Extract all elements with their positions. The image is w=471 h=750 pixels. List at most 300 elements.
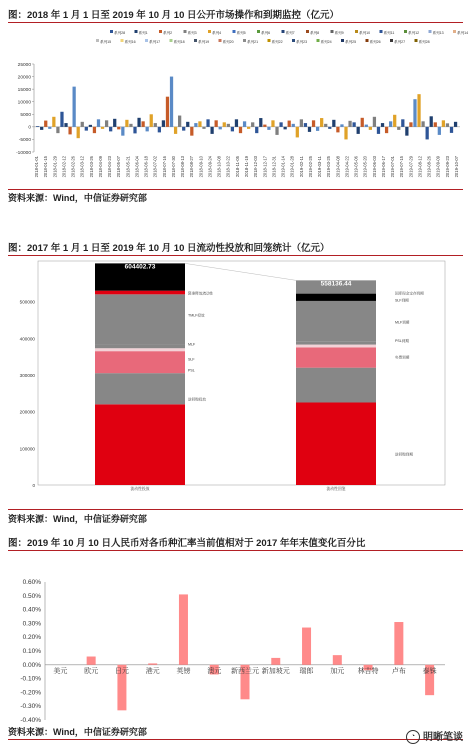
segment-annotation: 逆回购到期 bbox=[395, 452, 413, 457]
watermark bbox=[406, 728, 463, 744]
legend-swatch bbox=[415, 39, 418, 42]
x-tick-label: 澳元 bbox=[207, 667, 222, 675]
data-bar bbox=[113, 119, 116, 127]
total-label: 604402.73 bbox=[124, 263, 156, 271]
x-tick-label: 2019-02-25 bbox=[307, 156, 313, 178]
data-bar bbox=[316, 127, 319, 131]
x-tick-label: 2019-08-26 bbox=[426, 156, 432, 178]
data-bar bbox=[394, 622, 403, 665]
x-tick-label: 港元 bbox=[145, 667, 160, 675]
legend-label: 系列13 bbox=[432, 31, 444, 35]
legend-swatch bbox=[268, 39, 271, 42]
data-bar bbox=[231, 127, 234, 132]
segment-annotation: 降准释放流动性 bbox=[188, 291, 214, 296]
legend-label: 系列10 bbox=[359, 31, 371, 35]
data-bar bbox=[247, 127, 250, 129]
data-bar bbox=[430, 116, 433, 127]
data-bar bbox=[348, 121, 351, 127]
x-tick-label: 2019-01-28 bbox=[289, 156, 295, 178]
legend-swatch bbox=[159, 30, 162, 33]
legend-label: 系列27 bbox=[394, 40, 406, 44]
data-bar bbox=[60, 112, 63, 127]
x-tick-label: 2018-09-10 bbox=[198, 156, 204, 178]
data-bar bbox=[117, 127, 120, 130]
legend-swatch bbox=[135, 30, 138, 33]
data-bar bbox=[312, 120, 315, 127]
x-tick-label: 新西兰元 bbox=[231, 667, 259, 675]
data-bar bbox=[239, 127, 242, 133]
figure-1-bottom-rule bbox=[8, 189, 463, 190]
data-bar bbox=[194, 123, 197, 127]
stack-segment bbox=[95, 351, 185, 373]
x-tick-label: 2018-02-12 bbox=[61, 156, 67, 178]
legend-swatch bbox=[282, 30, 285, 33]
y-tick-label: 10000 bbox=[17, 100, 31, 106]
data-bar bbox=[288, 121, 291, 127]
x-tick-label: 英镑 bbox=[176, 667, 191, 675]
data-bar bbox=[142, 121, 145, 127]
figure-2-source: 资料来源：Wind，中信证券研究部 bbox=[8, 514, 147, 524]
y-tick-label: 0.60% bbox=[22, 579, 41, 586]
legend-label: 系列4 bbox=[212, 31, 222, 35]
legend-swatch bbox=[453, 30, 456, 33]
y-tick-label: 100000 bbox=[19, 446, 35, 452]
data-bar bbox=[109, 127, 112, 132]
data-bar bbox=[259, 118, 262, 127]
figure-1 bbox=[0, 0, 471, 203]
y-tick-label: -0.10% bbox=[20, 675, 41, 683]
legend-swatch bbox=[306, 30, 309, 33]
data-bar bbox=[150, 114, 153, 127]
legend-label: 系列24 bbox=[320, 40, 332, 44]
x-tick-label: 2018-05-21 bbox=[125, 156, 131, 178]
segment-annotation: SLF到期 bbox=[395, 298, 409, 303]
data-bar bbox=[308, 127, 311, 132]
data-bar bbox=[146, 127, 149, 132]
figure-2-bottom-rule bbox=[8, 509, 463, 510]
data-bar bbox=[105, 120, 108, 127]
x-tick-label: 2019-04-22 bbox=[344, 156, 350, 178]
legend-label: 系列12 bbox=[408, 31, 420, 35]
legend-label: 系列1 bbox=[138, 31, 148, 35]
stack-segment bbox=[95, 294, 185, 345]
data-bar bbox=[434, 122, 437, 127]
figure-3-title-rule bbox=[8, 550, 463, 551]
legend-swatch bbox=[292, 39, 295, 42]
stack-segment bbox=[95, 404, 185, 485]
data-bar bbox=[73, 87, 76, 127]
data-bar bbox=[178, 116, 181, 127]
legend-label: 系列15 bbox=[100, 40, 112, 44]
data-bar bbox=[40, 127, 43, 130]
y-tick-label: 300000 bbox=[19, 373, 35, 378]
x-tick-label: 2019-06-03 bbox=[371, 156, 377, 178]
data-bar bbox=[373, 117, 376, 127]
figure-3-chart bbox=[0, 570, 471, 735]
data-bar bbox=[381, 123, 384, 127]
data-bar bbox=[121, 127, 124, 136]
legend-swatch bbox=[233, 30, 236, 33]
stack-segment bbox=[95, 348, 185, 351]
data-bar bbox=[243, 121, 246, 127]
data-bar bbox=[174, 127, 177, 134]
figure-2-title-rule bbox=[8, 255, 463, 256]
y-tick-label: 0 bbox=[32, 483, 35, 488]
stack-segment bbox=[296, 345, 376, 348]
data-bar bbox=[93, 127, 96, 133]
data-bar bbox=[89, 125, 92, 127]
segment-annotation: MLF到期 bbox=[395, 320, 410, 325]
data-bar bbox=[413, 99, 416, 127]
data-bar bbox=[64, 123, 67, 127]
data-bar bbox=[397, 127, 400, 130]
x-tick-label: 2018-07-30 bbox=[170, 156, 176, 178]
data-bar bbox=[255, 127, 258, 133]
x-tick-label: 2019-01-14 bbox=[280, 156, 286, 178]
data-bar bbox=[300, 119, 303, 127]
x-tick-label: 2018-08-13 bbox=[180, 156, 186, 178]
segment-annotation: TMLF投放 bbox=[188, 313, 205, 318]
data-bar bbox=[454, 122, 457, 127]
data-bar bbox=[206, 119, 209, 127]
x-tick-label: 2018-09-24 bbox=[207, 156, 213, 178]
data-bar bbox=[158, 127, 161, 133]
legend-swatch bbox=[121, 39, 124, 42]
total-label: 558136.44 bbox=[320, 280, 352, 288]
data-bar bbox=[77, 127, 80, 138]
data-bar bbox=[401, 119, 404, 127]
y-tick-label: 500000 bbox=[19, 299, 35, 305]
stack-segment bbox=[95, 345, 185, 348]
data-bar bbox=[97, 119, 100, 127]
legend-label: 系列25 bbox=[345, 40, 357, 44]
y-tick-label: 0 bbox=[28, 125, 31, 131]
x-tick-label: 2018-03-26 bbox=[88, 156, 94, 178]
legend-label: 系列5 bbox=[236, 31, 246, 35]
data-bar bbox=[405, 127, 408, 136]
data-bar bbox=[129, 124, 132, 127]
data-bar bbox=[48, 127, 51, 129]
y-tick-label: 5000 bbox=[20, 113, 31, 119]
legend-swatch bbox=[366, 39, 369, 42]
legend-swatch bbox=[390, 39, 393, 42]
segment-annotation: PSL到期 bbox=[395, 339, 409, 343]
legend-swatch bbox=[145, 39, 148, 42]
data-bar bbox=[340, 124, 343, 127]
data-bar bbox=[409, 122, 412, 127]
legend-label: 系列20 bbox=[222, 40, 234, 44]
stack-segment bbox=[296, 294, 376, 301]
x-tick-label: 2019-05-20 bbox=[362, 156, 368, 178]
data-bar bbox=[271, 120, 274, 127]
data-bar bbox=[81, 122, 84, 127]
x-tick-label: 2018-10-22 bbox=[225, 156, 231, 178]
legend-label: 系列28 bbox=[114, 31, 126, 35]
data-bar bbox=[302, 628, 311, 665]
legend-label: 系列17 bbox=[149, 40, 161, 44]
legend-swatch bbox=[170, 39, 173, 42]
y-tick-label: 0.10% bbox=[22, 648, 41, 655]
segment-annotation: MLF bbox=[188, 342, 196, 347]
data-bar bbox=[210, 127, 213, 134]
x-tick-label: 2019-03-11 bbox=[317, 156, 323, 178]
legend-swatch bbox=[404, 30, 407, 33]
data-bar bbox=[421, 121, 424, 127]
data-bar bbox=[101, 127, 104, 129]
data-bar bbox=[36, 126, 39, 127]
x-tick-label: 2019-09-09 bbox=[435, 156, 441, 178]
x-tick-label: 2018-07-02 bbox=[152, 156, 158, 178]
x-tick-label: 2018-01-15 bbox=[43, 156, 49, 178]
x-tick-label: 泰铢 bbox=[422, 667, 437, 675]
x-tick-label: 新加坡元 bbox=[261, 667, 290, 675]
data-bar bbox=[170, 77, 173, 127]
data-bar bbox=[389, 121, 392, 127]
data-bar bbox=[369, 127, 372, 130]
x-tick-label: 2019-08-12 bbox=[417, 156, 423, 178]
x-tick-label: 2018-11-05 bbox=[234, 156, 240, 178]
y-tick-label: 0.40% bbox=[22, 606, 41, 614]
legend-label: 系列11 bbox=[383, 31, 395, 35]
y-tick-label: -0.40% bbox=[20, 717, 41, 724]
data-bar bbox=[377, 127, 380, 134]
figure-3-source: 资料来源：Wind，中信证券研究部 bbox=[8, 727, 147, 737]
data-bar bbox=[137, 118, 140, 127]
data-bar bbox=[284, 127, 287, 130]
data-bar bbox=[182, 127, 185, 131]
data-bar bbox=[304, 123, 307, 127]
x-tick-label: 2018-02-26 bbox=[70, 156, 76, 178]
data-bar bbox=[68, 127, 71, 135]
legend-label: 系列8 bbox=[310, 31, 320, 35]
segment-annotation: 逆回购投放 bbox=[188, 397, 206, 402]
legend-swatch bbox=[355, 30, 358, 33]
legend-label: 系列26 bbox=[369, 40, 381, 44]
data-bar bbox=[190, 127, 193, 136]
x-tick-label: 2018-03-12 bbox=[79, 156, 85, 178]
x-tick-label: 卢布 bbox=[391, 667, 406, 675]
x-tick-label: 加元 bbox=[330, 667, 345, 675]
connector-line bbox=[185, 263, 296, 280]
stack-segment bbox=[296, 348, 376, 368]
y-tick-label: 0.50% bbox=[22, 592, 41, 600]
legend-swatch bbox=[317, 39, 320, 42]
x-tick-label: 2019-10-07 bbox=[454, 156, 459, 178]
x-tick-label: 2018-04-23 bbox=[107, 156, 113, 178]
data-bar bbox=[279, 122, 282, 127]
legend-label: 系列18 bbox=[173, 40, 185, 44]
x-tick-label: 瑞郎 bbox=[299, 667, 314, 675]
data-bar bbox=[442, 120, 445, 127]
segment-annotation: SLF bbox=[188, 357, 195, 362]
figure-3 bbox=[0, 535, 471, 750]
stack-segment bbox=[296, 301, 376, 341]
data-bar bbox=[263, 125, 266, 127]
data-bar bbox=[417, 94, 420, 127]
legend-swatch bbox=[96, 39, 99, 42]
y-tick-label: -10000 bbox=[16, 150, 31, 156]
data-bar bbox=[154, 123, 157, 127]
x-tick-label: 2018-12-17 bbox=[262, 156, 268, 178]
data-bar bbox=[275, 127, 278, 135]
data-bar bbox=[202, 127, 205, 129]
data-bar bbox=[438, 127, 441, 135]
data-bar bbox=[426, 127, 429, 140]
legend-label: 系列2 bbox=[163, 31, 173, 35]
x-tick-label: 2018-07-16 bbox=[161, 156, 167, 178]
legend-label: 系列14 bbox=[457, 31, 469, 35]
data-bar bbox=[365, 125, 368, 127]
x-tick-label: 2018-01-01 bbox=[34, 156, 39, 178]
x-tick-label: 2019-06-17 bbox=[380, 156, 386, 178]
y-tick-label: 200000 bbox=[19, 409, 35, 415]
x-tick-label: 2018-06-04 bbox=[134, 156, 140, 178]
x-tick-label: 2019-07-01 bbox=[390, 156, 396, 178]
data-bar bbox=[292, 124, 295, 127]
segment-annotation: 国库现金定存到期 bbox=[395, 291, 424, 296]
data-bar bbox=[353, 122, 356, 127]
stack-segment bbox=[296, 368, 376, 403]
x-tick-label: 2019-04-08 bbox=[335, 156, 341, 178]
legend-label: 系列3 bbox=[187, 31, 197, 35]
stack-segment bbox=[95, 373, 185, 404]
data-bar bbox=[223, 122, 226, 127]
legend-label: 系列9 bbox=[334, 31, 344, 35]
x-tick-label: 2018-01-29 bbox=[52, 156, 58, 178]
y-tick-label: -0.20% bbox=[20, 689, 41, 697]
data-bar bbox=[227, 124, 230, 127]
legend-swatch bbox=[257, 30, 260, 33]
segment-annotation: PSL bbox=[188, 368, 195, 373]
x-tick-label: 2019-03-25 bbox=[326, 156, 332, 178]
y-tick-label: 25000 bbox=[17, 62, 31, 68]
data-bar bbox=[235, 119, 238, 127]
legend-swatch bbox=[243, 39, 246, 42]
data-bar bbox=[450, 127, 453, 133]
figure-1-chart bbox=[0, 24, 471, 189]
data-bar bbox=[336, 127, 339, 133]
data-bar bbox=[148, 663, 157, 664]
legend-swatch bbox=[380, 30, 383, 33]
stack-segment bbox=[296, 403, 376, 486]
data-bar bbox=[251, 122, 254, 127]
figure-1-title: 图：2018 年 1 月 1 日至 2019 年 10 月 10 日公开市场操作和到期监控（亿元） bbox=[8, 10, 340, 21]
data-bar bbox=[320, 118, 323, 127]
watermark-text: 明晰笔谈 bbox=[423, 731, 463, 743]
y-tick-label: 400000 bbox=[19, 336, 35, 342]
legend-swatch bbox=[429, 30, 432, 33]
data-bar bbox=[44, 121, 47, 127]
data-bar bbox=[361, 118, 364, 127]
x-tick-label: 2019-07-29 bbox=[408, 156, 414, 178]
data-bar bbox=[125, 120, 128, 127]
legend-label: 系列23 bbox=[296, 40, 308, 44]
y-tick-label: 0.20% bbox=[22, 634, 41, 642]
data-bar bbox=[332, 120, 335, 127]
x-tick-label: 2019-02-11 bbox=[298, 156, 304, 178]
figure-2-title: 图：2017 年 1 月 1 日至 2019 年 10 月 10 日流动性投放和回笼统计（亿元） bbox=[8, 243, 330, 254]
x-tick-label: 2019-09-23 bbox=[444, 156, 450, 178]
y-tick-label: -0.30% bbox=[20, 703, 41, 711]
x-tick-label: 日元 bbox=[114, 667, 129, 675]
category-label: 流动性回笼 bbox=[326, 487, 346, 491]
data-bar bbox=[344, 127, 347, 140]
y-tick-label: 20000 bbox=[17, 75, 31, 81]
x-tick-label: 2018-12-31 bbox=[271, 156, 277, 178]
data-bar bbox=[324, 124, 327, 127]
x-tick-label: 2018-10-08 bbox=[216, 156, 222, 178]
wechat-icon: ◔ bbox=[406, 730, 420, 744]
x-tick-label: 2018-04-09 bbox=[97, 156, 103, 178]
data-bar bbox=[166, 97, 169, 127]
x-tick-label: 欧元 bbox=[84, 667, 99, 675]
x-tick-label: 美元 bbox=[53, 667, 68, 675]
data-bar bbox=[87, 657, 96, 665]
data-bar bbox=[446, 123, 449, 127]
legend-swatch bbox=[331, 30, 334, 33]
y-tick-label: 15000 bbox=[17, 87, 31, 93]
x-tick-label: 2018-11-19 bbox=[244, 156, 249, 178]
legend-label: 系列28 bbox=[418, 40, 430, 44]
data-bar bbox=[296, 127, 299, 138]
stack-segment bbox=[296, 341, 376, 344]
data-bar bbox=[215, 120, 218, 127]
category-label: 流动性投放 bbox=[130, 487, 150, 491]
legend-label: 系列21 bbox=[247, 40, 259, 44]
x-tick-label: 2018-05-07 bbox=[116, 156, 122, 178]
data-bar bbox=[133, 127, 136, 134]
legend-swatch bbox=[184, 30, 187, 33]
data-bar bbox=[328, 127, 331, 129]
legend-swatch bbox=[219, 39, 222, 42]
figure-2-chart bbox=[0, 257, 471, 497]
data-bar bbox=[219, 127, 222, 130]
data-bar bbox=[162, 120, 165, 127]
x-tick-label: 2019-07-15 bbox=[399, 156, 405, 178]
data-bar bbox=[85, 127, 88, 131]
legend-label: 系列7 bbox=[285, 31, 295, 35]
y-tick-label: 0.00% bbox=[22, 661, 41, 669]
x-tick-label: 2018-08-27 bbox=[189, 156, 195, 178]
x-tick-label: 2018-06-18 bbox=[143, 156, 149, 178]
legend-swatch bbox=[194, 39, 197, 42]
data-bar bbox=[385, 127, 388, 133]
legend-label: 系列22 bbox=[271, 40, 283, 44]
data-bar bbox=[186, 122, 189, 127]
stack-segment bbox=[95, 291, 185, 295]
data-bar bbox=[393, 115, 396, 127]
legend-label: 系列16 bbox=[124, 40, 136, 44]
data-bar bbox=[52, 117, 55, 127]
figure-3-bottom-rule bbox=[8, 739, 463, 740]
data-bar bbox=[56, 127, 59, 133]
legend-swatch bbox=[341, 39, 344, 42]
data-bar bbox=[198, 121, 201, 127]
legend-label: 系列19 bbox=[198, 40, 210, 44]
figure-1-source: 资料来源：Wind，中信证券研究部 bbox=[8, 193, 147, 203]
figure-2 bbox=[0, 240, 471, 530]
data-bar bbox=[333, 655, 342, 665]
x-tick-label: 2019-05-06 bbox=[353, 156, 359, 178]
data-bar bbox=[357, 127, 360, 134]
y-tick-label: -5000 bbox=[18, 138, 31, 144]
legend-swatch bbox=[110, 30, 113, 33]
legend-label: 系列6 bbox=[261, 31, 271, 35]
x-tick-label: 林吉特 bbox=[357, 667, 379, 675]
y-tick-label: 0.30% bbox=[22, 620, 41, 628]
data-bar bbox=[179, 594, 188, 664]
data-bar bbox=[267, 127, 270, 130]
